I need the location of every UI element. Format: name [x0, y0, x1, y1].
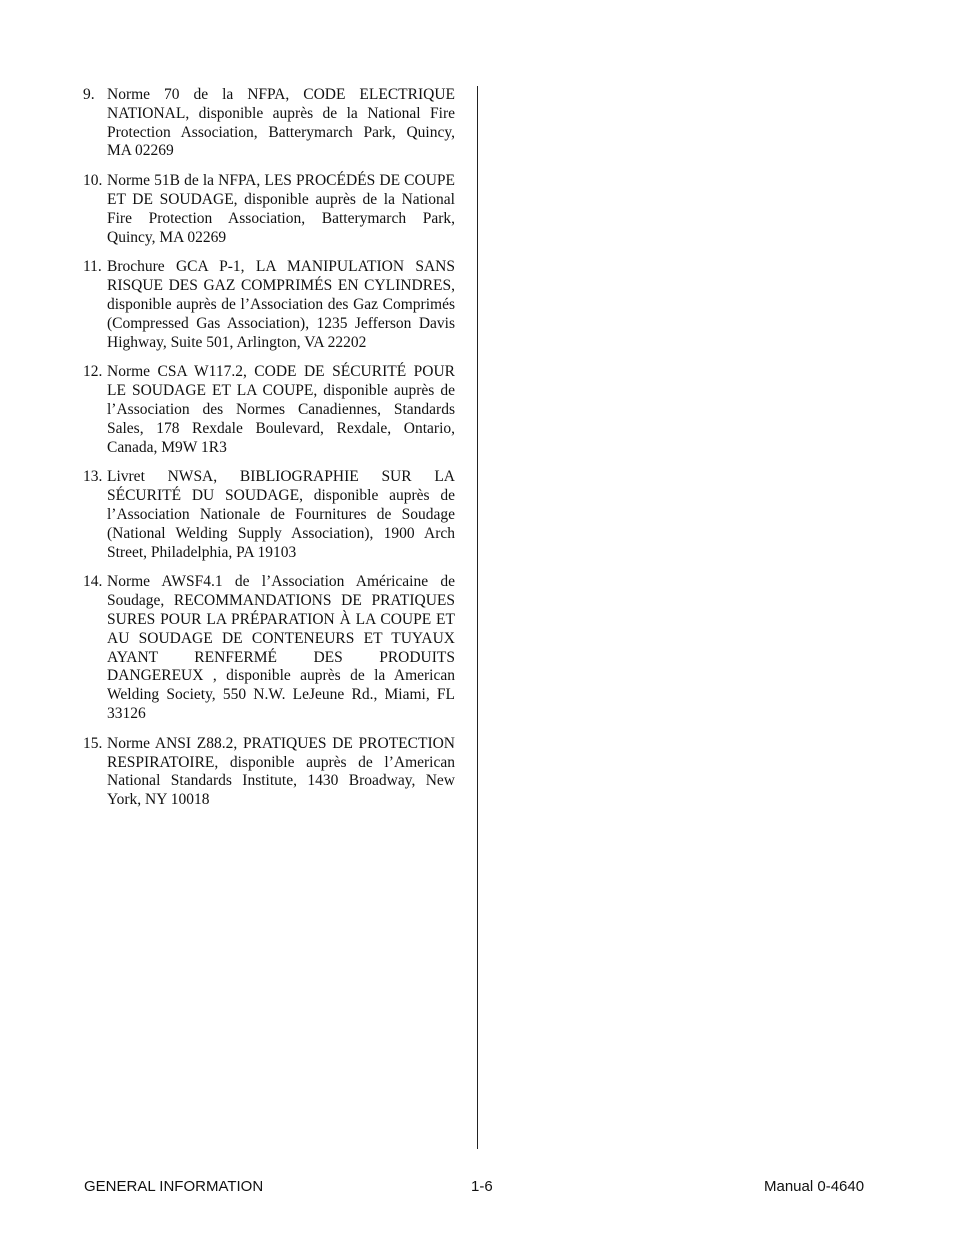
footer-section-title: GENERAL INFORMATION — [84, 1178, 264, 1195]
reference-number: 13. — [83, 468, 103, 486]
reference-item-15 — [83, 735, 455, 810]
reference-text: Norme AWSF4.1 de l’Association Américaine de Soudage, RECOMMANDATIONS DE PRATIQUES SURES POUR LA PRÉPARATION À LA COUPE ET AU SOUDAGE DE CONTENEURS ET TUYAUX AYANT RENFERMÉ DES PRODUITS DANGEREUX , disponible auprès de la American Welding Society, 550 N.W. LeJeune Rd., Miami, FL 33126 — [107, 573, 455, 722]
reference-text: Brochure GCA P-1, LA MANIPULATION SANS RISQUE DES GAZ COMPRIMÉS EN CYLINDRES, disponible auprès de l’Association des Gaz Comprimés (Compressed Gas Association), 1235 Jefferson Davis Highway, Suite 501, Arlington, VA 22202 — [107, 258, 455, 351]
column-divider — [477, 86, 478, 1149]
reference-number: 10. — [83, 172, 103, 190]
reference-list — [83, 86, 455, 821]
reference-item-10 — [83, 172, 455, 247]
reference-text: Norme CSA W117.2, CODE DE SÉCURITÉ POUR LE SOUDAGE ET LA COUPE, disponible auprès de l’Association des Normes Canadiennes, Standards Sales, 178 Rexdale Boulevard, Rexdale, Ontario, Canada, M9W 1R3 — [107, 363, 455, 456]
reference-text: Norme 70 de la NFPA, CODE ELECTRIQUE NATIONAL, disponible auprès de la National Fire Protection Association, Batterymarch Park, Quincy, MA 02269 — [107, 86, 455, 160]
reference-item-12 — [83, 363, 455, 457]
reference-number: 15. — [83, 734, 103, 752]
reference-text: Norme ANSI Z88.2, PRATIQUES DE PROTECTION RESPIRATOIRE, disponible auprès de l’American National Standards Institute, 1430 Broadway, New York, NY 10018 — [107, 734, 455, 809]
reference-number: 14. — [83, 573, 103, 591]
reference-number: 12. — [83, 363, 103, 381]
reference-text: Norme 51B de la NFPA, LES PROCÉDÉS DE COUPE ET DE SOUDAGE, disponible auprès de la National Fire Protection Association, Batterymarch Park, Quincy, MA 02269 — [107, 172, 455, 246]
reference-item-9 — [83, 86, 455, 161]
reference-item-13 — [83, 468, 455, 562]
reference-number: 11. — [83, 258, 102, 276]
reference-number: 9. — [83, 86, 95, 103]
reference-text: Livret NWSA, BIBLIOGRAPHIE SUR LA SÉCURITÉ DU SOUDAGE, disponible auprès de l’Association Nationale de Fournitures de Soudage (National Welding Supply Association), 1900 Arch Street, Philadelphia, PA 19103 — [107, 468, 455, 561]
footer-manual-number: Manual 0-4640 — [764, 1178, 865, 1195]
reference-item-14 — [83, 573, 455, 723]
reference-item-11 — [83, 258, 455, 352]
footer-page-number: 1-6 — [471, 1178, 493, 1195]
